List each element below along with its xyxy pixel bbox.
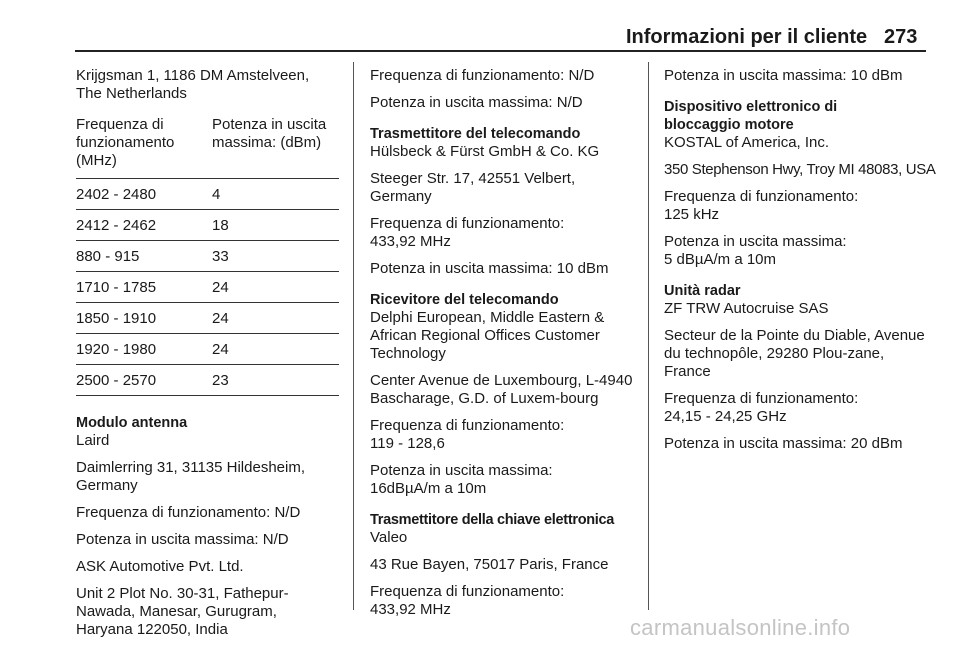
immobilizer-maker: KOSTAL of America, Inc. [664, 134, 830, 151]
table-cell: 24 [212, 272, 339, 303]
table-cell: 1850 - 1910 [76, 303, 212, 334]
antenna-frequency: Frequenza di funzionamento: N/D [76, 504, 301, 521]
power-label: Potenza in uscita massima: [664, 233, 847, 250]
immobilizer-frequency [664, 188, 936, 224]
key-transmitter-address: 43 Rue Bayen, 75017 Paris, France [370, 556, 609, 573]
ask-address: Unit 2 Plot No. 30-31, Fathepur-Nawada, Manesar, Gurugram, Haryana 122050, India [76, 585, 289, 638]
table-row [76, 334, 339, 365]
power-top: Potenza in uscita massima: 10 dBm [664, 67, 903, 84]
frequency-top: Frequenza di funzionamento: N/D [370, 67, 595, 84]
watermark: carmanualsonline.info [630, 615, 851, 640]
frequency-power-table [76, 110, 339, 396]
remote-receiver-power [370, 462, 642, 498]
column-1 [76, 67, 344, 648]
ask-maker: ASK Automotive Pvt. Ltd. [76, 558, 244, 575]
table-row [76, 365, 339, 396]
section-heading-key-transmitter: Trasmettitore della chiave elettronica [370, 512, 615, 528]
column-divider-1 [353, 62, 354, 610]
section-heading-radar: Unità radar [664, 283, 741, 299]
radar-maker: ZF TRW Autocruise SAS [664, 300, 829, 317]
remote-receiver-frequency [370, 417, 642, 453]
table-cell: 1920 - 1980 [76, 334, 212, 365]
frequency-label: Frequenza di funzionamento: [370, 583, 565, 600]
table-cell: 2500 - 2570 [76, 365, 212, 396]
radar-address: Secteur de la Pointe du Diable, Avenue du technopôle, 29280 Plou-zane, France [664, 327, 925, 380]
table-cell: 24 [212, 334, 339, 365]
table-cell: 2402 - 2480 [76, 179, 212, 210]
table-cell: 1710 - 1785 [76, 272, 212, 303]
table-header-frequency: Frequenza di funzionamento (MHz) [76, 116, 175, 169]
immobilizer-address: 350 Stephenson Hwy, Troy MI 48083, USA [664, 161, 936, 178]
page-title: Informazioni per il cliente [626, 26, 868, 48]
frequency-value: 24,15 - 24,25 GHz [664, 408, 787, 425]
table-header-power: Potenza in uscita massima: (dBm) [212, 116, 327, 151]
table-row [76, 303, 339, 334]
page-number: 273 [884, 26, 918, 48]
power-value: 16dBµA/m a 10m [370, 480, 487, 497]
table-cell: 24 [212, 303, 339, 334]
column-2 [370, 67, 642, 628]
table-row [76, 241, 339, 272]
section-heading-remote-transmitter: Trasmettitore del telecomando [370, 126, 581, 142]
frequency-label: Frequenza di funzionamento: [664, 390, 859, 407]
frequency-value: 125 kHz [664, 206, 720, 223]
key-transmitter-frequency [370, 583, 642, 619]
frequency-value: 433,92 MHz [370, 233, 451, 250]
frequency-value: 433,92 MHz [370, 601, 451, 618]
column-3 [664, 67, 936, 462]
remote-receiver-maker: Delphi European, Middle Eastern & African Regional Offices Customer Technology [370, 309, 605, 362]
power-value: 5 dBµA/m a 10m [664, 251, 777, 268]
section-heading-remote-receiver: Ricevitore del telecomando [370, 292, 559, 308]
power-label: Potenza in uscita massima: [370, 462, 553, 479]
table-cell: 33 [212, 241, 339, 272]
table-cell: 4 [212, 179, 339, 210]
table-row [76, 272, 339, 303]
column-divider-2 [648, 62, 649, 610]
remote-transmitter-power: Potenza in uscita massima: 10 dBm [370, 260, 609, 277]
remote-receiver-address: Center Avenue de Luxembourg, L-4940 Bascharage, G.D. of Luxem-bourg [370, 372, 633, 407]
remote-transmitter-frequency [370, 215, 642, 251]
frequency-label: Frequenza di funzionamento: [370, 215, 565, 232]
remote-transmitter-address: Steeger Str. 17, 42551 Velbert, Germany [370, 170, 576, 205]
frequency-label: Frequenza di funzionamento: [370, 417, 565, 434]
power-top: Potenza in uscita massima: N/D [370, 94, 583, 111]
key-transmitter-maker: Valeo [370, 529, 408, 546]
radar-power: Potenza in uscita massima: 20 dBm [664, 435, 903, 452]
header-rule [75, 50, 926, 52]
address-top: Krijgsman 1, 1186 DM Amstelveen, The Netherlands [76, 67, 310, 102]
frequency-value: 119 - 128,6 [370, 435, 445, 452]
table-cell: 23 [212, 365, 339, 396]
section-heading-immobilizer: Dispositivo elettronico di bloccaggio motore [664, 99, 838, 133]
table-row [76, 210, 339, 241]
table-row [76, 179, 339, 210]
antenna-power: Potenza in uscita massima: N/D [76, 531, 289, 548]
table-cell: 2412 - 2462 [76, 210, 212, 241]
section-heading-antenna: Modulo antenna [76, 415, 188, 431]
table-cell: 880 - 915 [76, 241, 212, 272]
antenna-maker: Laird [76, 432, 110, 449]
radar-frequency [664, 390, 936, 426]
remote-transmitter-maker: Hülsbeck & Fürst GmbH & Co. KG [370, 143, 600, 160]
table-cell: 18 [212, 210, 339, 241]
antenna-address: Daimlerring 31, 31135 Hildesheim, Germany [76, 459, 305, 494]
frequency-label: Frequenza di funzionamento: [664, 188, 859, 205]
immobilizer-power [664, 233, 936, 269]
